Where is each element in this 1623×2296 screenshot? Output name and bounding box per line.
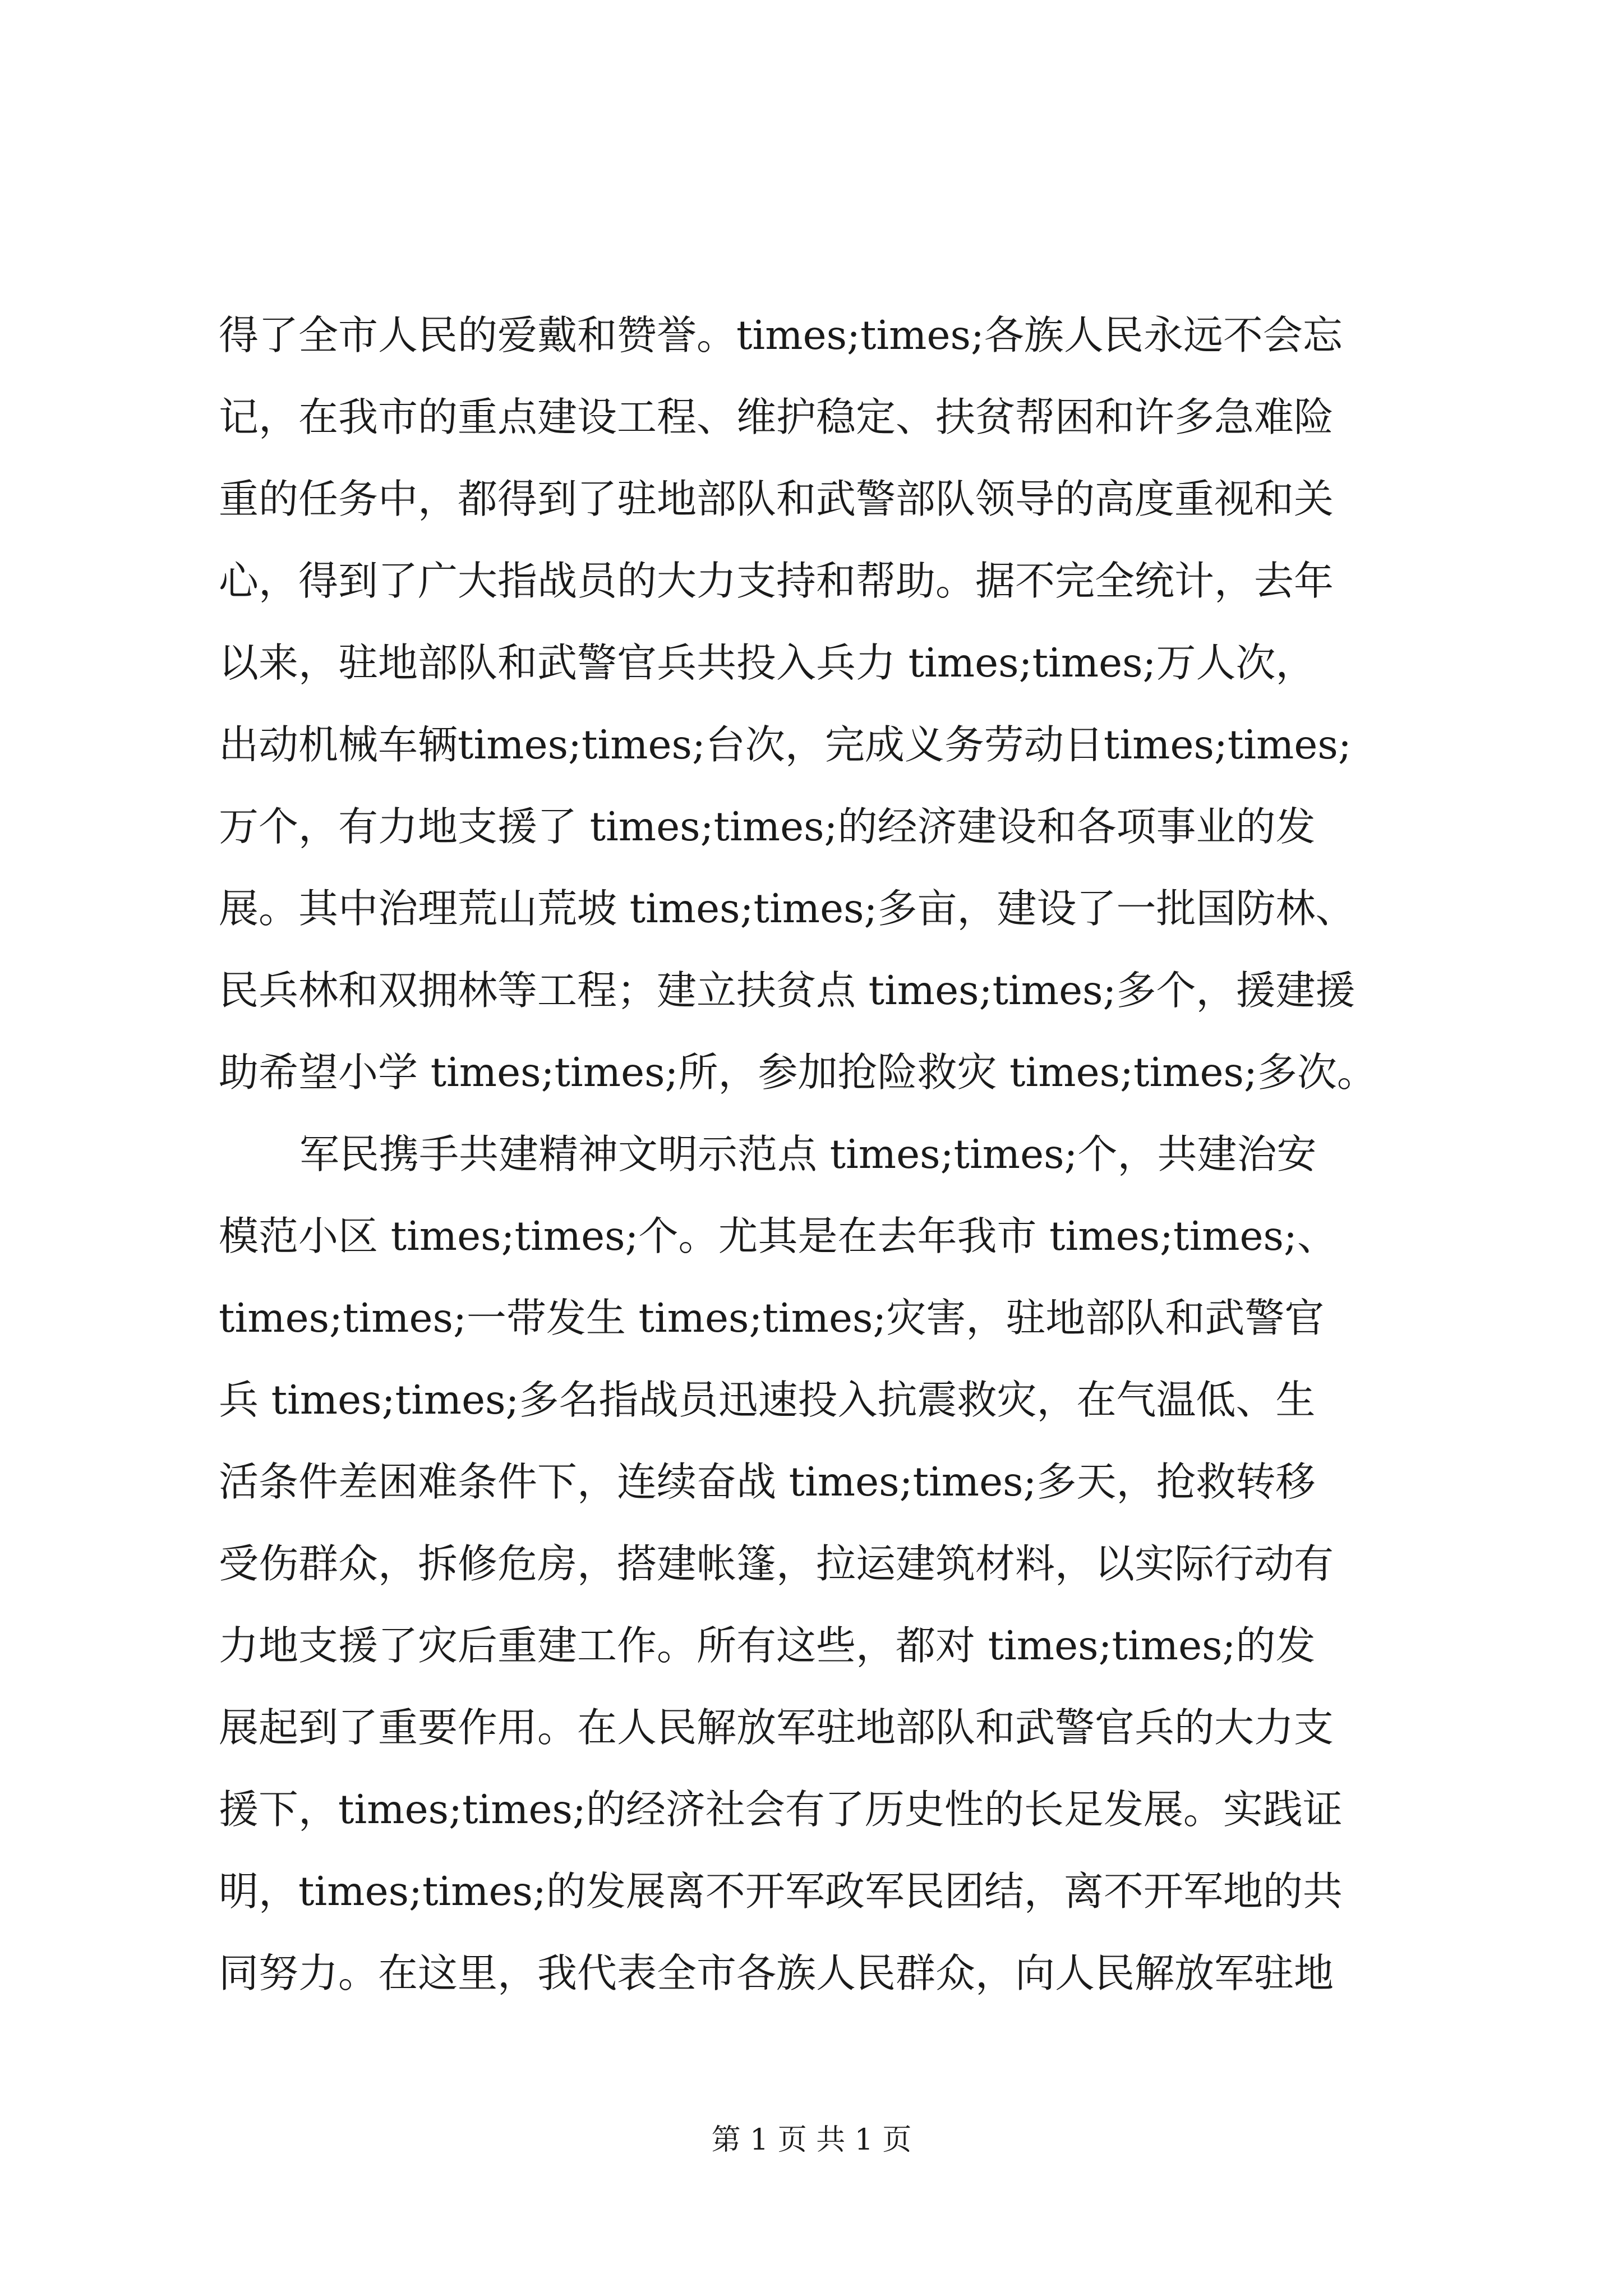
text-line: 同努力。在这里，我代表全市各族人民群众，向人民解放军驻地 [219, 1950, 1334, 1996]
text-line: 活条件差困难条件下，连续奋战 times;times;多天，抢救转移 [219, 1458, 1316, 1505]
text-line: 展起到了重要作用。在人民解放军驻地部队和武警官兵的大力支 [219, 1704, 1334, 1751]
text-line: 力地支援了灾后重建工作。所有这些，都对 times;times;的发 [219, 1622, 1316, 1669]
text-line: 得了全市人民的爱戴和赞誉。times;times;各族人民永远不会忘 [219, 312, 1343, 358]
text-line: 心，得到了广大指战员的大力支持和帮助。据不完全统计，去年 [219, 558, 1334, 604]
text-line: 受伤群众，拆修危房，搭建帐篷，拉运建筑材料，以实际行动有 [219, 1540, 1334, 1587]
text-line: 模范小区 times;times;个。尤其是在去年我市 times;times;、 [219, 1213, 1337, 1259]
text-line: 记，在我市的重点建设工程、维护稳定、扶贫帮困和许多急难险 [219, 394, 1334, 440]
text-line: 重的任务中，都得到了驻地部队和武警部队领导的高度重视和关 [219, 476, 1334, 522]
text-line: 兵 times;times;多名指战员迅速投入抗震救灾，在气温低、生 [219, 1377, 1316, 1423]
page-number-footer: 第 1 页 共 1 页 [711, 2123, 912, 2157]
text-line: 民兵林和双拥林等工程；建立扶贫点 times;times;多个，援建援 [219, 967, 1355, 1014]
text-line: 展。其中治理荒山荒坡 times;times;多亩，建设了一批国防林、 [219, 885, 1355, 932]
text-line: 助希望小学 times;times;所，参加抢险救灾 times;times;多次。 [219, 1049, 1377, 1096]
text-line: 明，times;times;的发展离不开军政军民团结，离不开军地的共 [219, 1868, 1343, 1915]
text-line: 万个，有力地支援了 times;times;的经济建设和各项事业的发 [219, 803, 1316, 850]
text-line: 援下，times;times;的经济社会有了历史性的长足发展。实践证 [219, 1786, 1343, 1833]
text-line: times;times;一带发生 times;times;灾害，驻地部队和武警官 [219, 1295, 1325, 1341]
paragraph-first-line: 军民携手共建精神文明示范点 times;times;个，共建治安 [299, 1131, 1317, 1177]
text-line: 出动机械车辆times;times;台次，完成义务劳动日times;times; [219, 721, 1352, 768]
text-line: 以来，驻地部队和武警官兵共投入兵力 times;times;万人次， [219, 639, 1316, 686]
